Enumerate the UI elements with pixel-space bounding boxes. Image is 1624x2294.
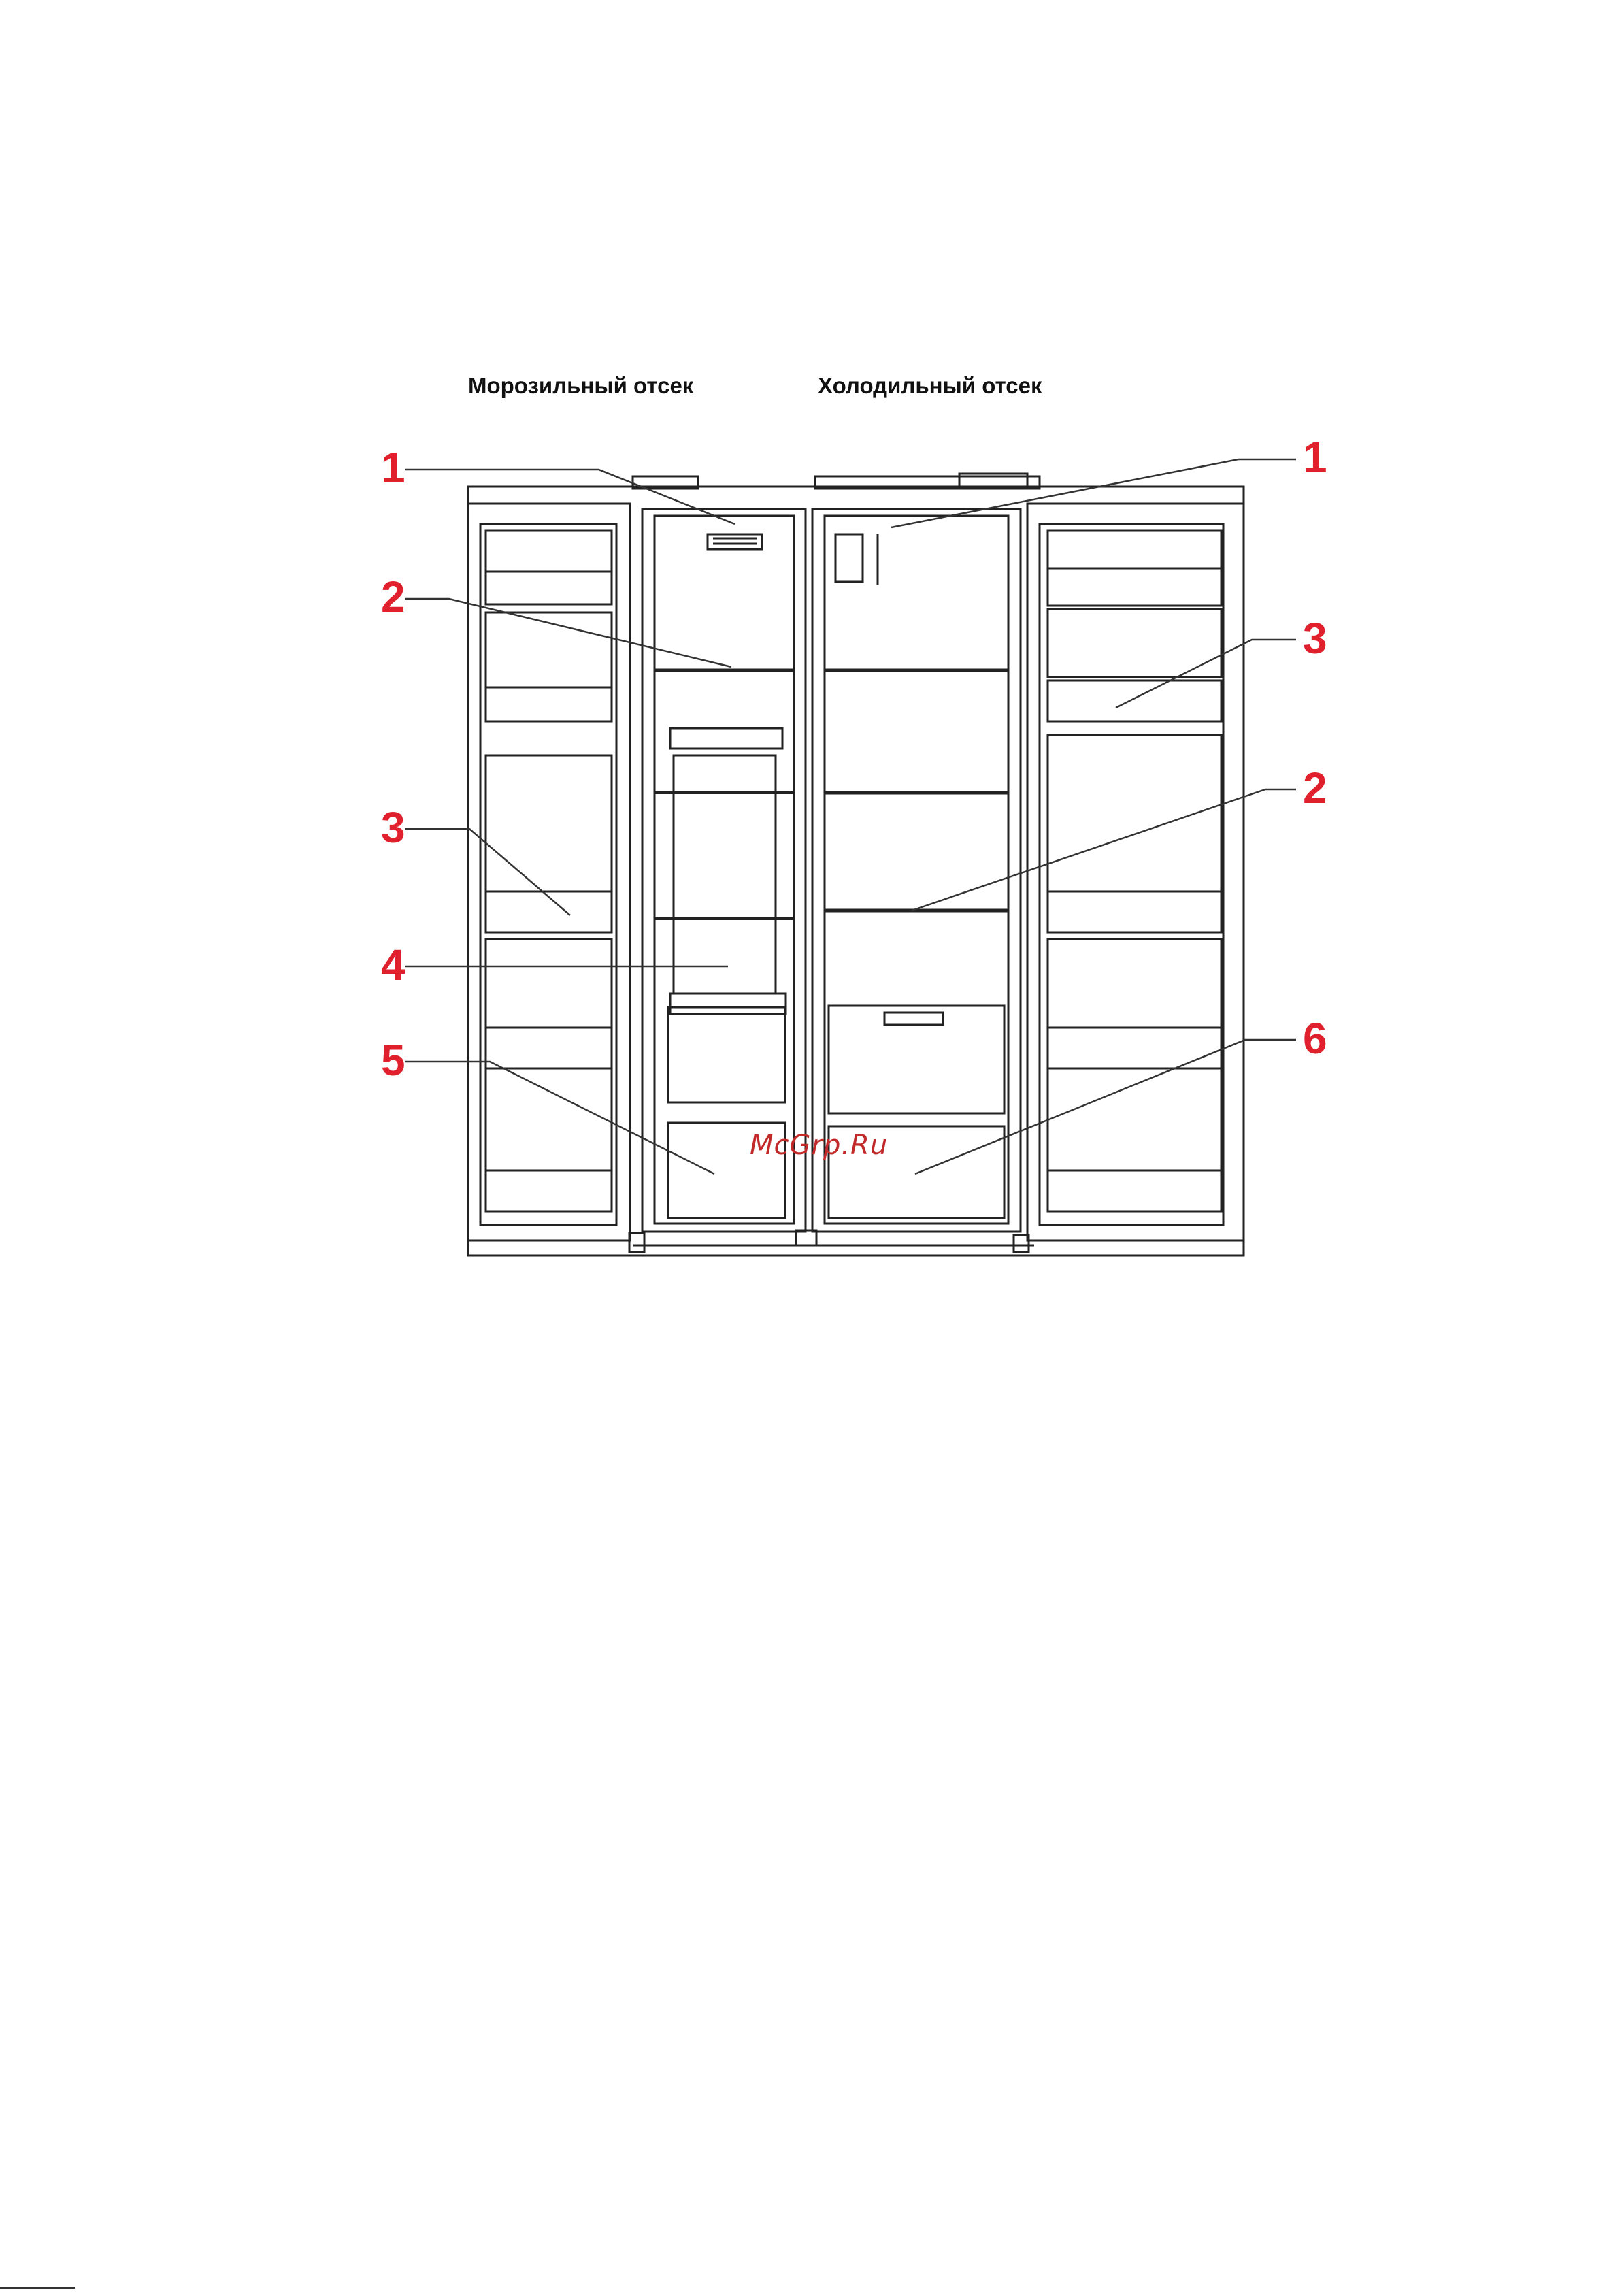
callout-freezer-shelf: 2 — [381, 572, 405, 621]
callout-ice-box: 4 — [381, 940, 405, 989]
freezer-compartment-label: Морозильный отсек — [468, 373, 694, 398]
page-footer-rule — [0, 2287, 75, 2289]
callout-freezer-light: 1 — [381, 443, 405, 492]
fridge-compartment — [812, 509, 1021, 1232]
leader-2-left — [405, 599, 731, 667]
leader-3-right — [1116, 640, 1296, 708]
watermark-text: McGrp.Ru — [750, 1130, 889, 1161]
fridge-compartment-label: Холодильный отсек — [818, 373, 1042, 398]
callout-fridge-door-shelf: 3 — [1303, 614, 1327, 663]
fridge-door — [1027, 504, 1244, 1241]
leader-1-right — [891, 459, 1296, 527]
freezer-compartment — [642, 509, 806, 1232]
freezer-door — [468, 504, 630, 1241]
bottom-hinges — [629, 1230, 1034, 1252]
callout-crisper-drawer: 6 — [1303, 1014, 1327, 1063]
callout-freezer-door-shelf: 3 — [381, 803, 405, 852]
leader-3-left — [405, 829, 570, 915]
callout-freezer-drawer: 5 — [381, 1036, 405, 1085]
callout-fridge-shelf: 2 — [1303, 764, 1327, 813]
leader-lines — [405, 459, 1296, 1174]
callout-fridge-light: 1 — [1303, 433, 1327, 482]
leader-6 — [915, 1040, 1296, 1174]
